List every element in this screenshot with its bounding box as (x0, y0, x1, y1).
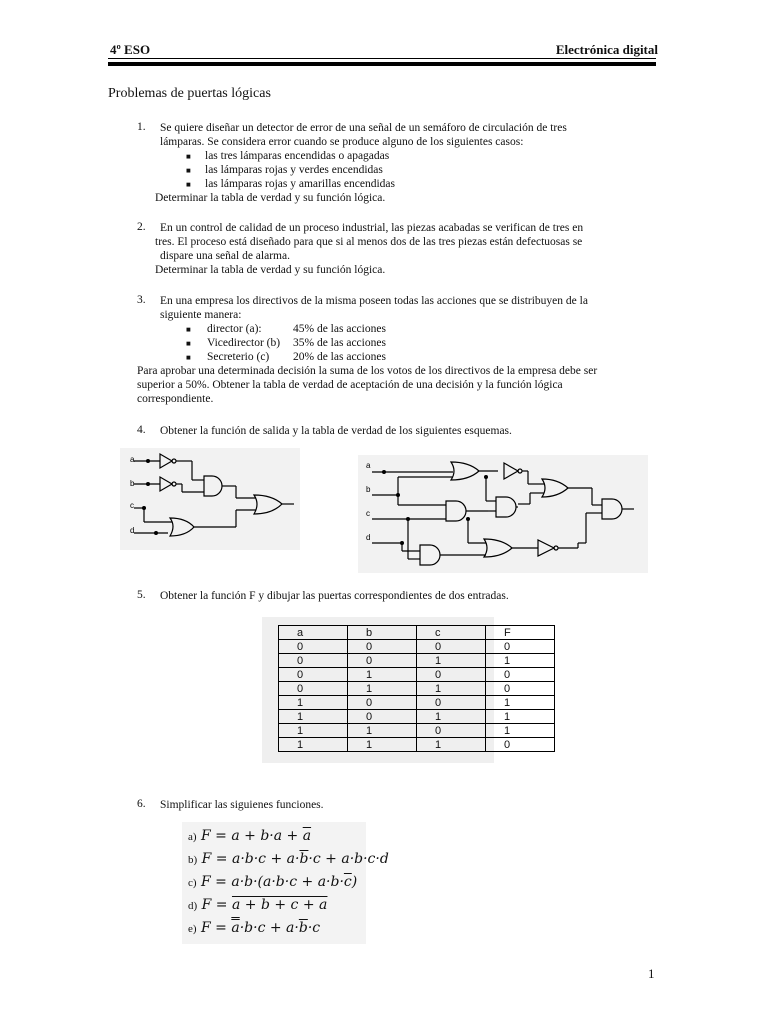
table-cell: 0 (279, 668, 348, 682)
problem-1-line-1: Se quiere diseñar un detector de error de una señal de un semáforo de circulación de tres (160, 122, 567, 134)
circuit-1-input-a: a (130, 455, 135, 464)
logic-circuit-1 (120, 448, 300, 550)
problem-3-number: 3. (137, 294, 146, 306)
table-cell: 0 (417, 668, 486, 682)
table-cell: 1 (417, 654, 486, 668)
table-row (279, 640, 555, 654)
page-number: 1 (648, 966, 655, 981)
table-cell: 0 (417, 696, 486, 710)
equation-c: c) $F = a\cdot b\cdot(a\cdot b\cdot c + a\cdot b\cdot\overline{c})$ (188, 874, 358, 890)
table-row (279, 696, 555, 710)
problem-1-number: 1. (137, 121, 146, 133)
table-cell: 1 (417, 738, 486, 752)
table-cell: 0 (279, 640, 348, 654)
problem-3-line-1: En una empresa los directivos de la misma poseen todas las acciones que se distribuyen de la (160, 295, 588, 307)
circuit-2-input-b: b (366, 485, 371, 494)
table-cell: 0 (486, 738, 555, 752)
table-cell: 1 (279, 710, 348, 724)
problem-3-role-2: Vicedirector (b) (207, 337, 281, 349)
table-row (279, 724, 555, 738)
column-header-f: F (486, 626, 555, 640)
table-cell: 1 (279, 738, 348, 752)
equation-c-label: c) (188, 877, 197, 889)
table-cell: 1 (348, 668, 417, 682)
problem-3-role-1: director (a): (207, 323, 262, 335)
problem-4-number: 4. (137, 424, 146, 436)
equation-a-label: a) (188, 831, 197, 843)
problem-6-number: 6. (137, 798, 146, 810)
table-row (279, 710, 555, 724)
problem-3-share-1: 45% de las acciones (293, 323, 386, 335)
table-cell: 1 (486, 696, 555, 710)
equation-e-label: e) (188, 923, 197, 935)
table-cell: 1 (486, 724, 555, 738)
table-row (279, 682, 555, 696)
column-header-c: c (417, 626, 486, 640)
problem-2-line-2: tres. El proceso está diseñado para que si al menos dos de las tres piezas están defectuosas se (155, 236, 583, 248)
logic-circuit-2 (358, 455, 648, 573)
problem-1-bullet-3: las lámparas rojas y amarillas encendidas (205, 178, 395, 190)
table-cell: 0 (486, 682, 555, 696)
problem-1-bullet-1: las tres lámparas encendidas o apagadas (205, 150, 390, 162)
bullet-icon: ■ (186, 152, 191, 161)
table-cell: 1 (417, 710, 486, 724)
problem-3-share-3: 20% de las acciones (293, 351, 386, 363)
header-left: 4º ESO (110, 42, 151, 57)
problem-2-number: 2. (137, 221, 146, 233)
equation-a: a) $F = a + b\cdot a + \overline{a}$ (188, 828, 312, 844)
table-row (279, 654, 555, 668)
circuit-1-input-c: c (130, 501, 134, 510)
problem-2-tail: Determinar la tabla de verdad y su función lógica. (155, 264, 386, 276)
equation-e: e) $F = a\cdot b\cdot c + a\cdot\overline{b}\cdot c$ (188, 920, 321, 936)
circuit-1-input-b: b (130, 479, 135, 488)
bullet-icon: ■ (186, 353, 191, 362)
table-cell: 0 (417, 724, 486, 738)
table-cell: 1 (348, 724, 417, 738)
equation-d-label: d) (188, 900, 198, 912)
table-cell: 1 (348, 682, 417, 696)
table-header-row (279, 626, 555, 640)
problem-3-line-2: siguiente manera: (160, 309, 242, 321)
table-cell: 1 (348, 738, 417, 752)
table-row (279, 668, 555, 682)
bullet-icon: ■ (186, 166, 191, 175)
table-cell: 1 (279, 724, 348, 738)
problem-4-line-1: Obtener la función de salida y la tabla de verdad de los siguientes esquemas. (160, 425, 512, 437)
header-rule (108, 62, 656, 66)
bullet-icon: ■ (186, 325, 191, 334)
problem-3-para-1: Para aprobar una determinada decisión la suma de los votos de los directivos de la empresa debe ser (137, 365, 598, 377)
bullet-icon: ■ (186, 339, 191, 348)
problem-5-number: 5. (137, 589, 146, 601)
problem-3-para-2: superior a 50%. Obtener la tabla de verdad de aceptación de una decisión y la función lógica (137, 379, 563, 391)
circuit-2-input-d: d (366, 533, 371, 542)
problem-1-tail: Determinar la tabla de verdad y su función lógica. (155, 192, 386, 204)
equation-b-label: b) (188, 854, 198, 866)
problem-3-para-3: correspondiente. (137, 393, 214, 405)
header-rule-thin (108, 58, 656, 59)
problem-1-line-2: lámparas. Se considera error cuando se produce alguno de los siguientes casos: (160, 136, 524, 148)
problem-5-line-1: Obtener la función F y dibujar las puertas correspondientes de dos entradas. (160, 590, 509, 602)
problem-3-role-3: Secreterio (c) (207, 351, 270, 363)
table-cell: 0 (279, 654, 348, 668)
table-cell: 0 (417, 640, 486, 654)
problem-1-bullet-2: las lámparas rojas y verdes encendidas (205, 164, 383, 176)
problem-6-line-1: Simplificar las siguienes funciones. (160, 799, 324, 811)
table-cell: 1 (486, 654, 555, 668)
bullet-icon: ■ (186, 180, 191, 189)
circuit-1-input-d: d (130, 526, 135, 535)
page-title: Problemas de puertas lógicas (108, 86, 271, 101)
table-cell: 0 (486, 668, 555, 682)
truth-table (278, 625, 555, 752)
table-cell: 1 (279, 696, 348, 710)
table-cell: 1 (417, 682, 486, 696)
column-header-b: b (348, 626, 417, 640)
table-cell: 0 (348, 710, 417, 724)
circuit-2-input-c: c (366, 509, 370, 518)
problem-2-line-1: En un control de calidad de un proceso industrial, las piezas acabadas se verifican de tres en (160, 222, 584, 234)
problem-3-share-2: 35% de las acciones (293, 337, 386, 349)
column-header-a: a (279, 626, 348, 640)
table-cell: 0 (348, 640, 417, 654)
table-cell: 1 (486, 710, 555, 724)
table-cell: 0 (486, 640, 555, 654)
header-right: Electrónica digital (555, 42, 658, 57)
problem-2-line-3: dispare una señal de alarma. (160, 250, 290, 262)
circuit-2-input-a: a (366, 461, 371, 470)
equation-d: d) F = a + b + c + a (188, 897, 328, 913)
table-cell: 0 (279, 682, 348, 696)
equation-b: b) $F = a\cdot b\cdot c + a\cdot\overline{b}\cdot c + a\cdot b\cdot c\cdot d$ (188, 851, 389, 867)
table-cell: 0 (348, 654, 417, 668)
table-cell: 0 (348, 696, 417, 710)
table-row (279, 738, 555, 752)
